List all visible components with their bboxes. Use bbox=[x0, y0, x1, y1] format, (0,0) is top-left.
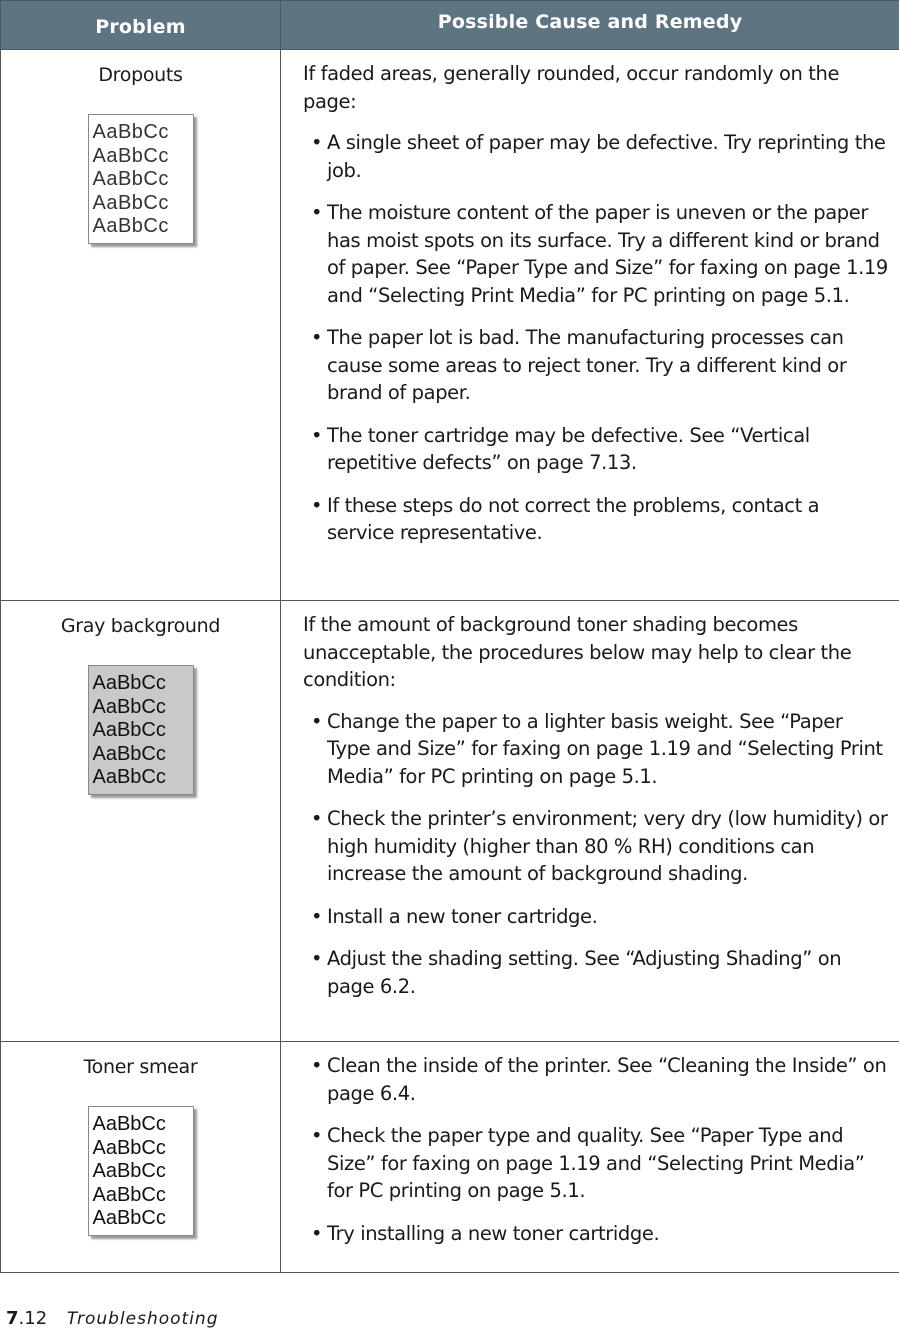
remedy-item: • Adjust the shading setting. See “Adjusting Shading” on page 6.2. bbox=[311, 947, 842, 998]
remedy-intro: If faded areas, generally rounded, occur randomly on the page: bbox=[303, 62, 840, 113]
problem-cell bbox=[1, 601, 281, 1042]
problem-cell bbox=[1, 1042, 281, 1273]
remedy-item: • The toner cartridge may be defective. See “Vertical repetitive defects” on page 7.13. bbox=[311, 423, 810, 474]
sample-line: AaBbCc bbox=[92, 168, 169, 190]
remedy-cell bbox=[281, 1042, 899, 1273]
remedy-item: • Install a new toner cartridge. bbox=[311, 904, 598, 928]
page-footer bbox=[6, 1308, 219, 1329]
sample-line: AaBbCc bbox=[92, 144, 169, 167]
remedy-item: • If these steps do not correct the problems, contact a service representative. bbox=[311, 493, 820, 544]
remedy-column-header: Possible Cause and Remedy bbox=[281, 1, 899, 50]
table-row-toner-smear bbox=[1, 1042, 899, 1273]
problem-title: Dropouts bbox=[98, 64, 183, 86]
remedy-list bbox=[303, 1052, 891, 1247]
remedy-item: • Clean the inside of the printer. See “Cleaning the Inside” on page 6.4. bbox=[311, 1054, 887, 1105]
problem-cell bbox=[1, 50, 281, 601]
sample-line: AaBbCc bbox=[92, 1160, 166, 1182]
remedy-list bbox=[303, 129, 891, 547]
table-row-dropouts bbox=[1, 50, 899, 601]
remedy-item: • The paper lot is bad. The manufacturing processes can cause some areas to reject toner. Try a different kind or brand of paper. bbox=[311, 326, 847, 404]
sample-line: AaBbCc bbox=[92, 191, 169, 214]
page-number-major: 7 bbox=[6, 1308, 19, 1329]
gray-background-sample-image bbox=[88, 665, 194, 795]
problem-title: Gray background bbox=[60, 615, 221, 637]
remedy-intro: If the amount of background toner shading becomes unacceptable, the procedures below may help to clear the condition: bbox=[303, 613, 852, 691]
problem-column-header: Problem bbox=[1, 1, 281, 50]
dropouts-sample-image bbox=[88, 114, 194, 244]
sample-line: AaBbCc bbox=[92, 121, 169, 143]
sample-line: AaBbCc bbox=[92, 719, 166, 741]
sample-line: AaBbCc bbox=[92, 215, 169, 237]
sample-line: AaBbCc bbox=[92, 1207, 166, 1229]
sample-line: AaBbCc bbox=[92, 1183, 166, 1206]
remedy-item: • The moisture content of the paper is uneven or the paper has moist spots on its surface. Try a different kind or brand of paper. See “Paper Type and Size” for faxing on page 1.19 and “Selecting Print Media” for PC printing on page 5.1. bbox=[311, 201, 888, 307]
chapter-title: Troubleshooting bbox=[66, 1309, 219, 1329]
toner-smear-sample-image bbox=[88, 1106, 194, 1236]
problem-title: Toner smear bbox=[83, 1056, 198, 1078]
sample-line: AaBbCc bbox=[92, 672, 166, 694]
sample-line: AaBbCc bbox=[92, 1136, 166, 1159]
remedy-item: • Change the paper to a lighter basis weight. See “Paper Type and Size” for faxing on page 1.19 and “Selecting Print Media” for PC printing on page 5.1. bbox=[311, 709, 883, 788]
remedy-cell bbox=[281, 50, 899, 601]
page-number-minor: .12 bbox=[18, 1308, 48, 1329]
sample-line: AaBbCc bbox=[92, 742, 166, 765]
sample-line: AaBbCc bbox=[92, 1113, 166, 1135]
remedy-item: • Try installing a new toner cartridge. bbox=[311, 1221, 660, 1245]
remedy-cell bbox=[281, 601, 899, 1042]
sample-line: AaBbCc bbox=[92, 695, 166, 718]
remedy-item: • Check the printer’s environment; very dry (low humidity) or high humidity (higher than 80 % RH) conditions can increase the amount of background shading. bbox=[311, 807, 888, 885]
remedy-list bbox=[303, 708, 891, 1001]
table-header-row bbox=[1, 1, 899, 50]
remedy-item: • Check the paper type and quality. See “Paper Type and Size” for faxing on page 1.19 and “Selecting Print Media” for PC printing on page 5.1. bbox=[311, 1124, 865, 1202]
table-row-gray-background bbox=[1, 601, 899, 1042]
sample-line: AaBbCc bbox=[92, 766, 166, 788]
remedy-item: • A single sheet of paper may be defective. Try reprinting the job. bbox=[311, 131, 886, 182]
